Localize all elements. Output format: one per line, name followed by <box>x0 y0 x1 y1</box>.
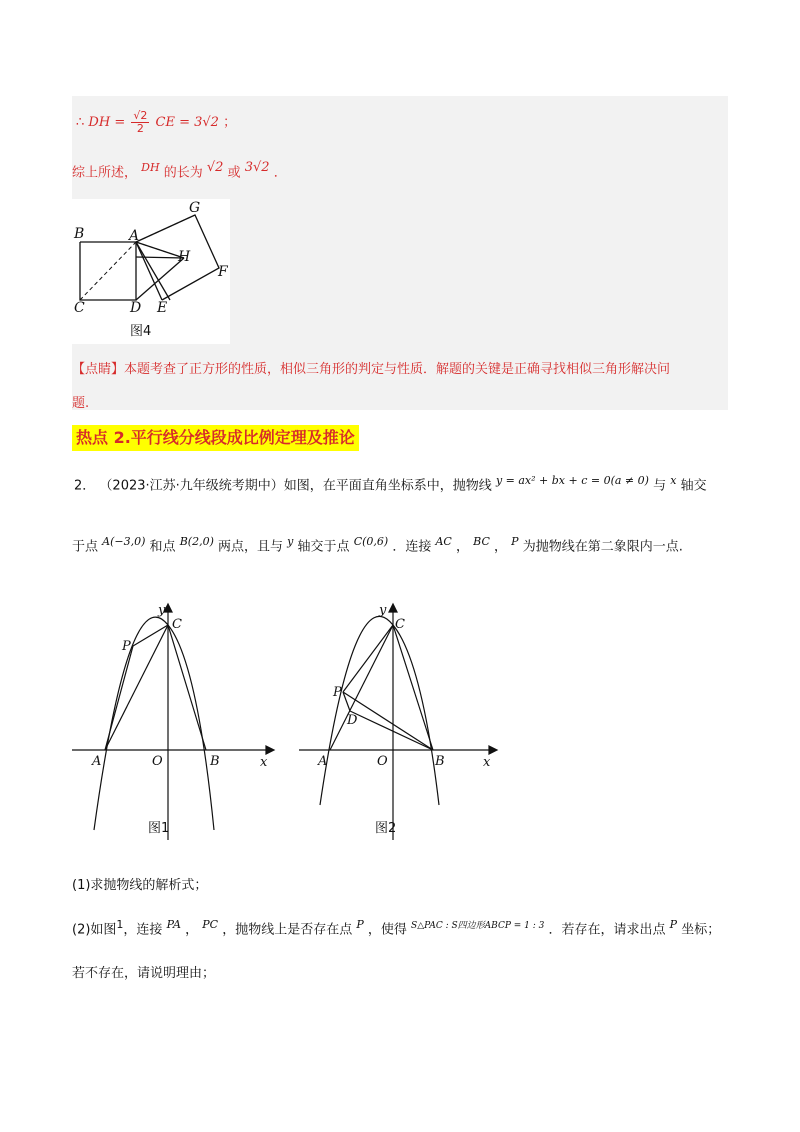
part-2-text-d: ，使得 <box>367 922 407 938</box>
label-f: F <box>218 264 228 280</box>
graph2-label-c: C <box>395 617 405 632</box>
segment-dh <box>136 258 184 300</box>
label-g: G <box>189 200 201 216</box>
comment-text-1: 本题考查了正方形的性质，相似三角形的判定与性质．解题的关键是正确寻找相似三角形解决问 <box>124 362 671 377</box>
question-line-1 <box>74 474 707 493</box>
question-text-2d: 轴交于点 <box>297 539 350 555</box>
parabola-equation: y = ax² + bx + c = 0(a ≠ 0) <box>495 474 649 487</box>
summary-dh: DH <box>141 161 160 174</box>
semicolon: ； <box>223 115 237 130</box>
graph-1 <box>70 600 280 845</box>
figure-4-diagram <box>72 199 230 344</box>
summary-end: ． <box>273 165 287 181</box>
figure-4-caption: 图4 <box>130 324 152 339</box>
label-d: D <box>130 300 142 316</box>
comment-label: 【点睛】 <box>72 362 125 377</box>
graph1-label-y: y <box>158 603 166 618</box>
point-a-coords: A(−3,0) <box>102 535 146 548</box>
segment-a-e2 <box>136 242 170 300</box>
part-2-line-1 <box>72 918 720 937</box>
segment-cb-2 <box>393 625 433 750</box>
comment-text-2: 题. <box>72 396 90 411</box>
question-source: （2023·江苏·九年级统考期中） <box>99 478 284 494</box>
graph2-label-x: x <box>483 755 491 770</box>
sqrt2-over-2-fraction <box>131 110 149 135</box>
label-h: H <box>178 249 191 265</box>
summary-line <box>72 160 287 180</box>
point-c-coords: C(0,6) <box>353 535 389 548</box>
summary-or: 或 <box>227 165 241 181</box>
part-2-pc: PC <box>202 918 219 931</box>
part-2-text-a: (2)如图 <box>72 922 117 938</box>
graph1-label-a: A <box>92 754 102 769</box>
segment-cb-1 <box>168 625 206 750</box>
part-2-text-e: ．若存在，请求出点 <box>548 922 666 938</box>
parabola-curve-2 <box>320 616 439 805</box>
dashed-ca <box>80 242 136 300</box>
graph2-label-a: A <box>318 754 328 769</box>
dh-equation-lhs: DH = <box>88 115 126 130</box>
question-text-1b: 与 <box>653 478 667 494</box>
part-2-point-p-2: P <box>669 918 678 931</box>
segment-bc: BC <box>473 535 490 548</box>
segment-ac: AC <box>435 535 452 548</box>
question-text-2e: ．连接 <box>392 539 432 555</box>
square-abcd <box>80 242 136 300</box>
part-2-area-ratio: S△PAC : S四边形ABCP = 1 : 3 <box>411 921 545 931</box>
question-text-2b: 和点 <box>149 539 176 555</box>
graph2-label-p: P <box>333 685 342 700</box>
x-axis-arrow-2 <box>489 746 497 754</box>
part-2-point-p: P <box>356 918 364 931</box>
summary-prefix: 综上所述， <box>72 165 138 181</box>
graph1-label-p: P <box>122 639 131 654</box>
graph1-label-b: B <box>210 754 220 769</box>
summary-mid: 的长为 <box>163 165 203 181</box>
ce-equation: CE = 3√2 <box>155 115 219 130</box>
label-e: E <box>157 300 168 316</box>
question-text-2f: 为抛物线在第二象限内一点. <box>522 539 683 555</box>
segment-ae <box>136 242 162 300</box>
graph1-label-x: x <box>260 755 268 770</box>
graph2-caption: 图2 <box>375 821 397 836</box>
segment-db-2 <box>350 711 433 750</box>
label-b: B <box>74 226 85 242</box>
comma-2: ， <box>494 539 508 555</box>
therefore-symbol: ∴ <box>76 115 85 130</box>
graph1-label-c: C <box>172 617 182 632</box>
comma: ， <box>456 539 470 555</box>
graph2-label-d: D <box>347 713 358 728</box>
question-text-2c: 两点，且与 <box>218 539 284 555</box>
question-text-1a: 如图，在平面直角坐标系中，抛物线 <box>283 478 492 494</box>
graph-2 <box>295 600 505 845</box>
x-axis-arrow <box>266 746 274 754</box>
part-2-comma: ， <box>185 922 199 938</box>
part-2-figure-number: 1 <box>116 918 124 931</box>
x-variable: x <box>670 474 677 487</box>
segment-ap <box>105 646 133 750</box>
section-heading: 热点 2.平行线分线段成比例定理及推论 <box>72 425 359 451</box>
label-c: C <box>74 300 85 316</box>
question-text-2a: 于点 <box>72 539 99 555</box>
comment-line-2 <box>72 392 89 411</box>
dh-result-line <box>76 110 236 135</box>
fraction-numerator: √2 <box>133 109 148 122</box>
part-2-line-2: 若不存在，请说明理由； <box>72 966 216 981</box>
y-axis-arrow-2 <box>389 604 397 612</box>
graph2-label-b: B <box>435 754 445 769</box>
question-number: 2． <box>74 478 96 494</box>
graph2-label-y: y <box>379 603 387 618</box>
p-variable: P <box>511 535 519 548</box>
graph1-caption: 图1 <box>148 821 170 836</box>
summary-value-1: √2 <box>206 160 224 175</box>
question-line-2 <box>72 535 683 554</box>
point-b-coords: B(2,0) <box>179 535 214 548</box>
part-2-text-b: ，连接 <box>123 922 163 938</box>
graph2-label-o: O <box>377 754 388 769</box>
graph1-label-o: O <box>152 754 163 769</box>
question-text-1c: 轴交 <box>680 478 707 494</box>
part-2-pa: PA <box>166 918 181 931</box>
comment-line-1 <box>72 358 670 377</box>
y-variable: y <box>287 535 294 548</box>
summary-value-2: 3√2 <box>244 160 270 175</box>
label-a: A <box>129 228 140 244</box>
part-2-text-c: ，抛物线上是否存在点 <box>222 922 353 938</box>
fraction-denominator: 2 <box>136 122 144 135</box>
part-2-text-f: 坐标； <box>681 922 721 938</box>
part-1: (1)求抛物线的解析式； <box>72 878 208 893</box>
